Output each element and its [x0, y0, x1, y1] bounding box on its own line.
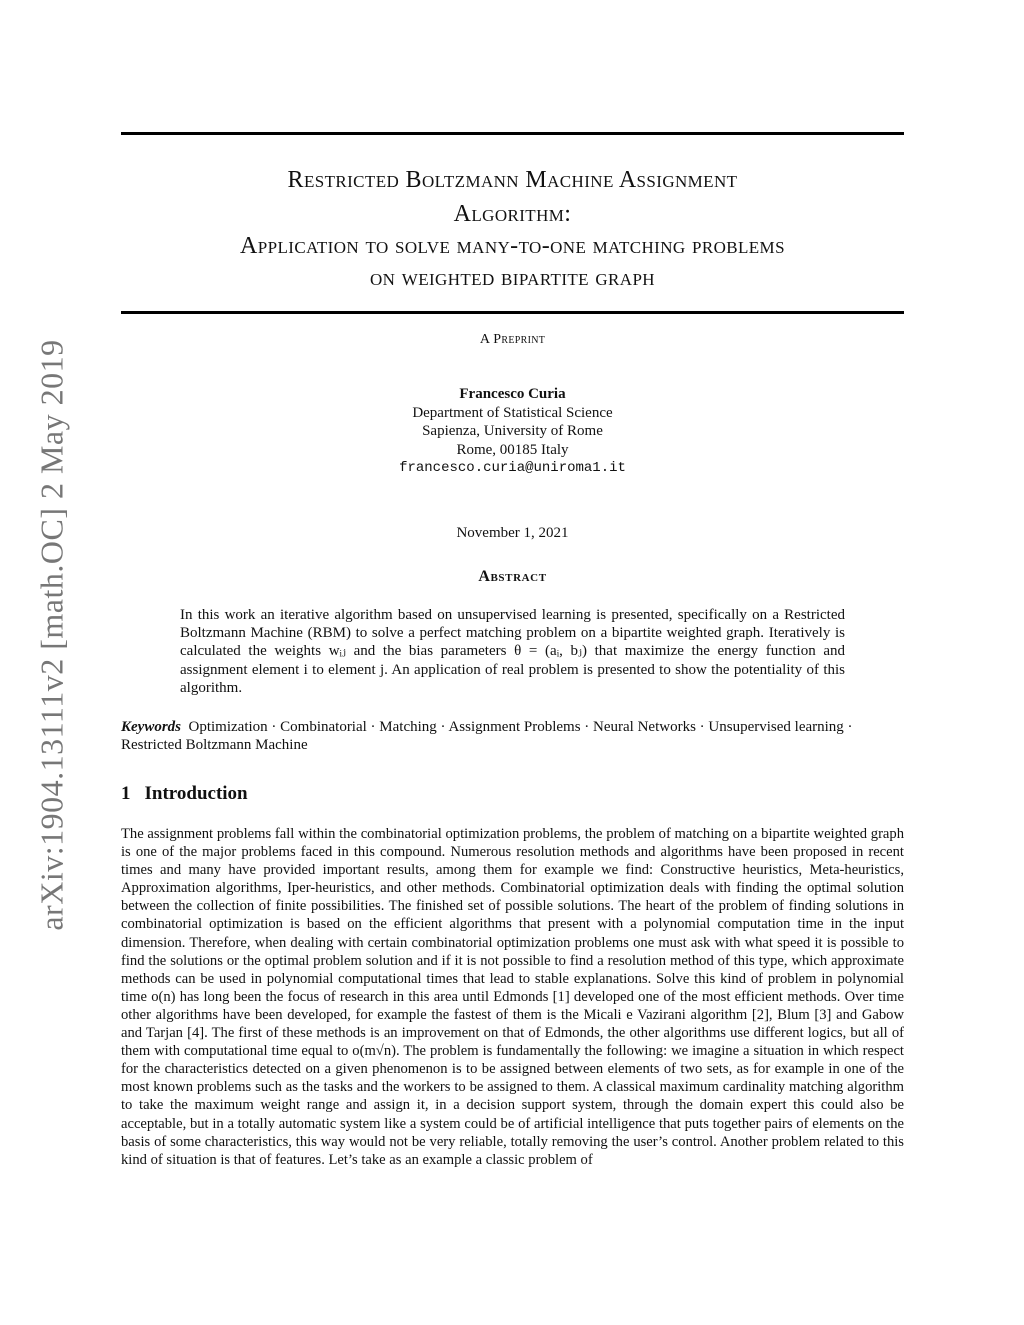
title-line-4: on weighted bipartite graph	[370, 265, 655, 291]
author-department: Department of Statistical Science	[412, 404, 613, 421]
author-university: Sapienza, University of Rome	[422, 423, 603, 439]
keywords-text: Optimization · Combinatorial · Matching · Assignment Problems · Neural Networks · Unsupervised learning · Restricted Boltzmann Machine	[121, 719, 853, 754]
keywords-label: Keywords	[121, 719, 181, 735]
author-block	[121, 385, 904, 478]
title-line-1: Restricted Boltzmann Machine Assignment	[287, 167, 738, 193]
abstract-text: In this work an iterative algorithm based on unsupervised learning is presented, specifically on a Restricted Boltzmann Machine (RBM) to solve a perfect matching problem on a bipartite weighted graph. Iteratively is calculated the weights wᵢⱼ and the bias parameters θ = (aᵢ, bⱼ) that maximize the energy function and assignment element i to element j. An application of real problem is presented to show the potentiality of this algorithm.	[180, 607, 845, 696]
title-line-3: Application to solve many-to-one matching problems	[240, 233, 785, 259]
section-heading-introduction	[121, 783, 248, 805]
title-line-2: Algorithm:	[453, 201, 572, 227]
arxiv-sidebar-stamp	[30, 320, 74, 950]
author-name: Francesco Curia	[459, 386, 566, 402]
author-email[interactable]: francesco.curia@uniroma1.it	[399, 460, 626, 476]
arxiv-id-text: arXiv:1904.13111v2 [math.OC] 2 May 2019	[33, 339, 70, 931]
preprint-label: A Preprint	[479, 332, 546, 347]
paper-date: November 1, 2021	[456, 525, 569, 541]
intro-paragraph: The assignment problems fall within the combinatorial optimization problems, the problem of matching on a bipartite weighted graph is one of the major problems faced in this compound. Numerous resolution methods and algorithms have been proposed in recent times and many have provided important results, among them for example we find: Constructive heuristics, Meta-heuristics, Approximation algorithms, Iper-heuristics, and other methods. Combinatorial optimization deals with finding the optimal solution between the collection of finite possibilities. The finished set of possible solutions. The heart of the problem of finding solutions in combinatorial optimization is based on the efficient algorithms that present with a polynomial computation time in the input dimension. Therefore, when dealing with certain combinatorial optimization problems one must ask with what speed it is possible to find the solutions or the optimal problem solution and if it is not possible to find a resolution method of this type, which approximate methods can be used in polynomial computational times that lead to stable explanations. Solve this kind of problem in polynomial time o(n) has long been the focus of research in this area until Edmonds [1] developed one of the most efficient methods. Over time other algorithms have been developed, for example the fastest of them is the Micali e Vazirani algorithm [2], Blum [3] and Gabow and Tarjan [4]. The first of these methods is an improvement on that of Edmonds, the other algorithms use different logics, but all of them with computational time equal to o(m√n). The problem is fundamentally the following: we imagine a situation in which respect for the characteristics detected on a given phenomenon is to be assigned between elements of two sets, as for example in one of the most known problems such as the tasks and the workers to be assigned to them. A classical maximum cardinality matching algorithm to take the maximum weight range and assign it, in a decision support system, through the domain expert this could also be acceptable, but in a totally automatic system like a system could be of artificial intelligence that puts together pairs of elements on the basis of some characteristics, this way would not be very reliable, totally removing the user’s control. Another problem related to this kind of situation is that of features. Let’s take as an example a classic problem of	[121, 826, 904, 1168]
keywords-block	[121, 718, 904, 754]
section-number: 1	[121, 783, 131, 804]
introduction-body	[121, 825, 904, 1169]
section-title: Introduction	[144, 783, 248, 804]
title-top-rule	[121, 132, 904, 135]
abstract-heading: Abstract	[478, 568, 547, 585]
author-address: Rome, 00185 Italy	[456, 441, 569, 458]
title-bottom-rule	[121, 311, 904, 314]
